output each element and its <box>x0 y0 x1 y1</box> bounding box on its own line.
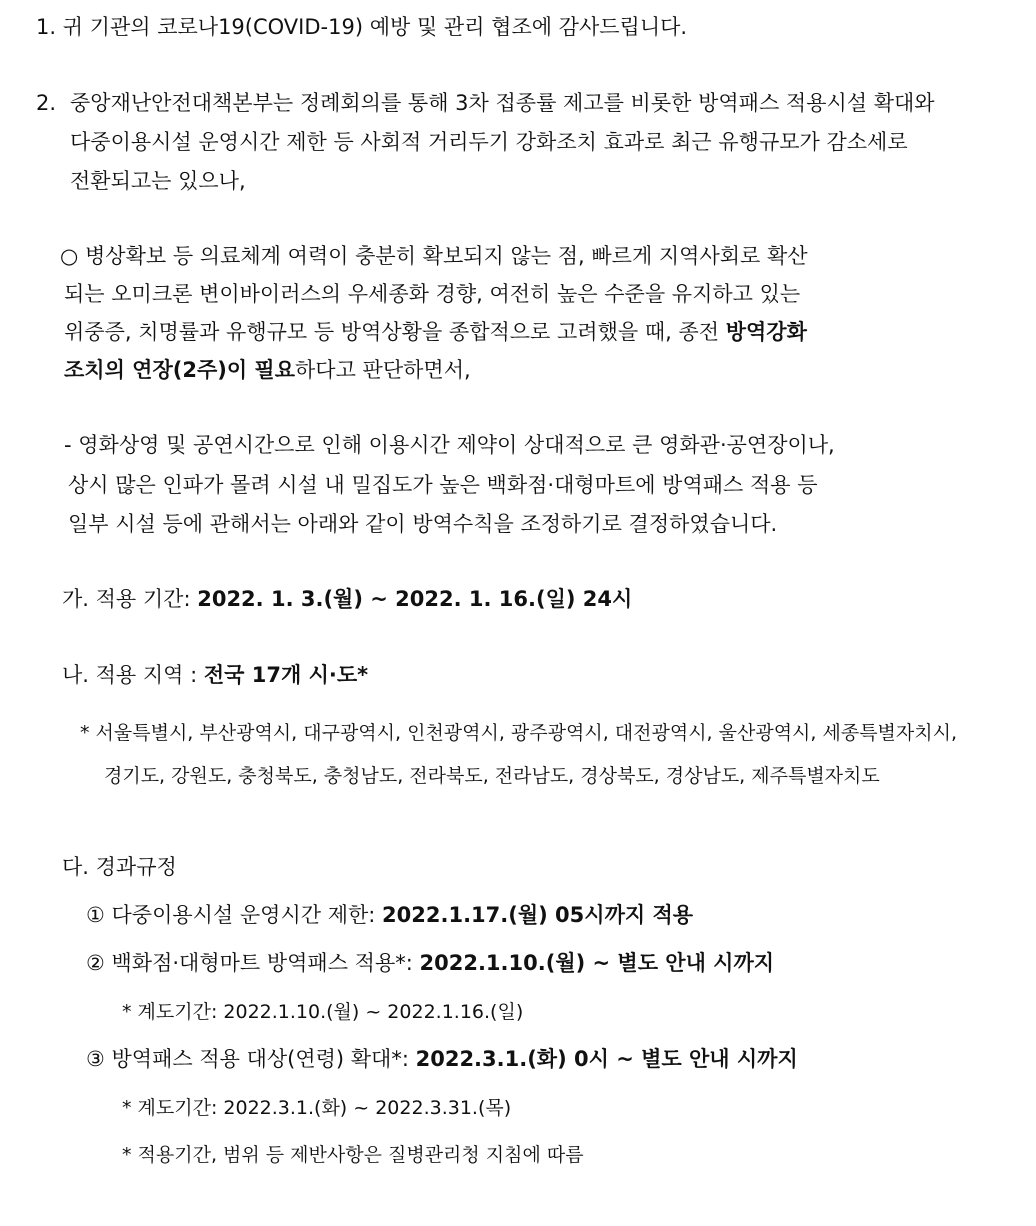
ga-value: 2022. 1. 3.(월) ~ 2022. 1. 16.(일) 24시 <box>197 587 633 611</box>
rule-2-label: ② 백화점·대형마트 방역패스 적용*: <box>86 951 420 975</box>
regions-line-1 <box>80 718 957 748</box>
rule-3 <box>86 1044 798 1074</box>
circle-line-2 <box>64 279 800 309</box>
dash-line-1 <box>64 430 835 460</box>
rule-1-label: ① 다중이용시설 운영시간 제한: <box>86 903 383 927</box>
rule-2 <box>86 948 774 978</box>
regions-line-2 <box>104 761 880 791</box>
circle-text-2: 되는 오미크론 변이바이러스의 우세종화 경향, 여전히 높은 수준을 유지하고 있는 <box>64 282 801 306</box>
item-1-text: 1. 귀 기관의 코로나19(COVID-19) 예방 및 관리 협조에 감사드립니다. <box>36 15 688 39</box>
rule-3-note-2-text: * 적용기간, 범위 등 제반사항은 질병관리청 지침에 따름 <box>122 1144 584 1166</box>
item-2-number <box>36 88 56 118</box>
circle-bold-text-3: 방역강화 <box>725 320 807 344</box>
dash-line-2 <box>68 470 818 500</box>
da-label: 다. 경과규정 <box>62 855 177 879</box>
rule-3-note-2 <box>122 1140 584 1170</box>
circle-text-3: 위중증, 치명률과 유행규모 등 방역상황을 종합적으로 고려했을 때, 종전 <box>64 320 720 344</box>
circle-line-4 <box>64 355 471 385</box>
rule-2-value: 2022.1.10.(월) ~ 별도 안내 시까지 <box>419 951 775 975</box>
item-2-text-3: 전환되고는 있으나, <box>70 169 246 193</box>
regions-text-1: * 서울특별시, 부산광역시, 대구광역시, 인천광역시, 광주광역시, 대전광역시, 울산광역시, 세종특별자치시, <box>80 722 958 744</box>
rule-1 <box>86 900 693 930</box>
circle-line-3 <box>64 317 807 347</box>
circle-line-1 <box>60 241 808 271</box>
dash-line-3 <box>68 509 777 539</box>
item-2-line-3 <box>70 166 246 196</box>
ga-label: 가. 적용 기간: <box>62 587 198 611</box>
rule-3-value: 2022.3.1.(화) 0시 ~ 별도 안내 시까지 <box>415 1047 798 1071</box>
rule-3-note-1 <box>122 1093 511 1123</box>
na-value: 전국 17개 시·도* <box>203 663 369 687</box>
circle-text-4: 하다고 판단하면서, <box>295 358 471 382</box>
circle-bold-text-4: 조치의 연장(2주)이 필요 <box>64 358 296 382</box>
item-2-text-1: 중앙재난안전대책본부는 정례회의를 통해 3차 접종률 제고를 비롯한 방역패스 적용시설 확대와 <box>70 91 935 115</box>
circle-text-1: ○ 병상확보 등 의료체계 여력이 충분히 확보되지 않는 점, 빠르게 지역사회로 확산 <box>60 244 808 268</box>
regions-text-2: 경기도, 강원도, 충청북도, 충청남도, 전라북도, 전라남도, 경상북도, 경상남도, 제주특별자치도 <box>104 765 880 787</box>
item-1 <box>36 12 687 42</box>
dash-text-1: - 영화상영 및 공연시간으로 인해 이용시간 제약이 상대적으로 큰 영화관·공연장이나, <box>64 433 835 457</box>
item-2-line-2 <box>70 127 908 157</box>
item-2-num: 2. <box>36 91 57 115</box>
item-2-line-1 <box>70 88 996 118</box>
da-heading <box>62 852 177 882</box>
rule-1-value: 2022.1.17.(월) 05시까지 적용 <box>382 903 694 927</box>
item-2-text-2: 다중이용시설 운영시간 제한 등 사회적 거리두기 강화조치 효과로 최근 유행규모가 감소세로 <box>70 130 908 154</box>
ga-period <box>62 584 632 614</box>
na-region <box>62 660 368 690</box>
rule-3-note-1-text: * 계도기간: 2022.3.1.(화) ~ 2022.3.31.(목) <box>122 1097 512 1119</box>
rule-2-note-text: * 계도기간: 2022.1.10.(월) ~ 2022.1.16.(일) <box>122 1001 524 1023</box>
rule-2-note <box>122 997 523 1027</box>
dash-text-3: 일부 시설 등에 관해서는 아래와 같이 방역수칙을 조정하기로 결정하였습니다. <box>68 512 778 536</box>
dash-text-2: 상시 많은 인파가 몰려 시설 내 밀집도가 높은 백화점·대형마트에 방역패스 적용 등 <box>68 473 818 497</box>
na-label: 나. 적용 지역 : <box>62 663 204 687</box>
rule-3-label: ③ 방역패스 적용 대상(연령) 확대*: <box>86 1047 416 1071</box>
